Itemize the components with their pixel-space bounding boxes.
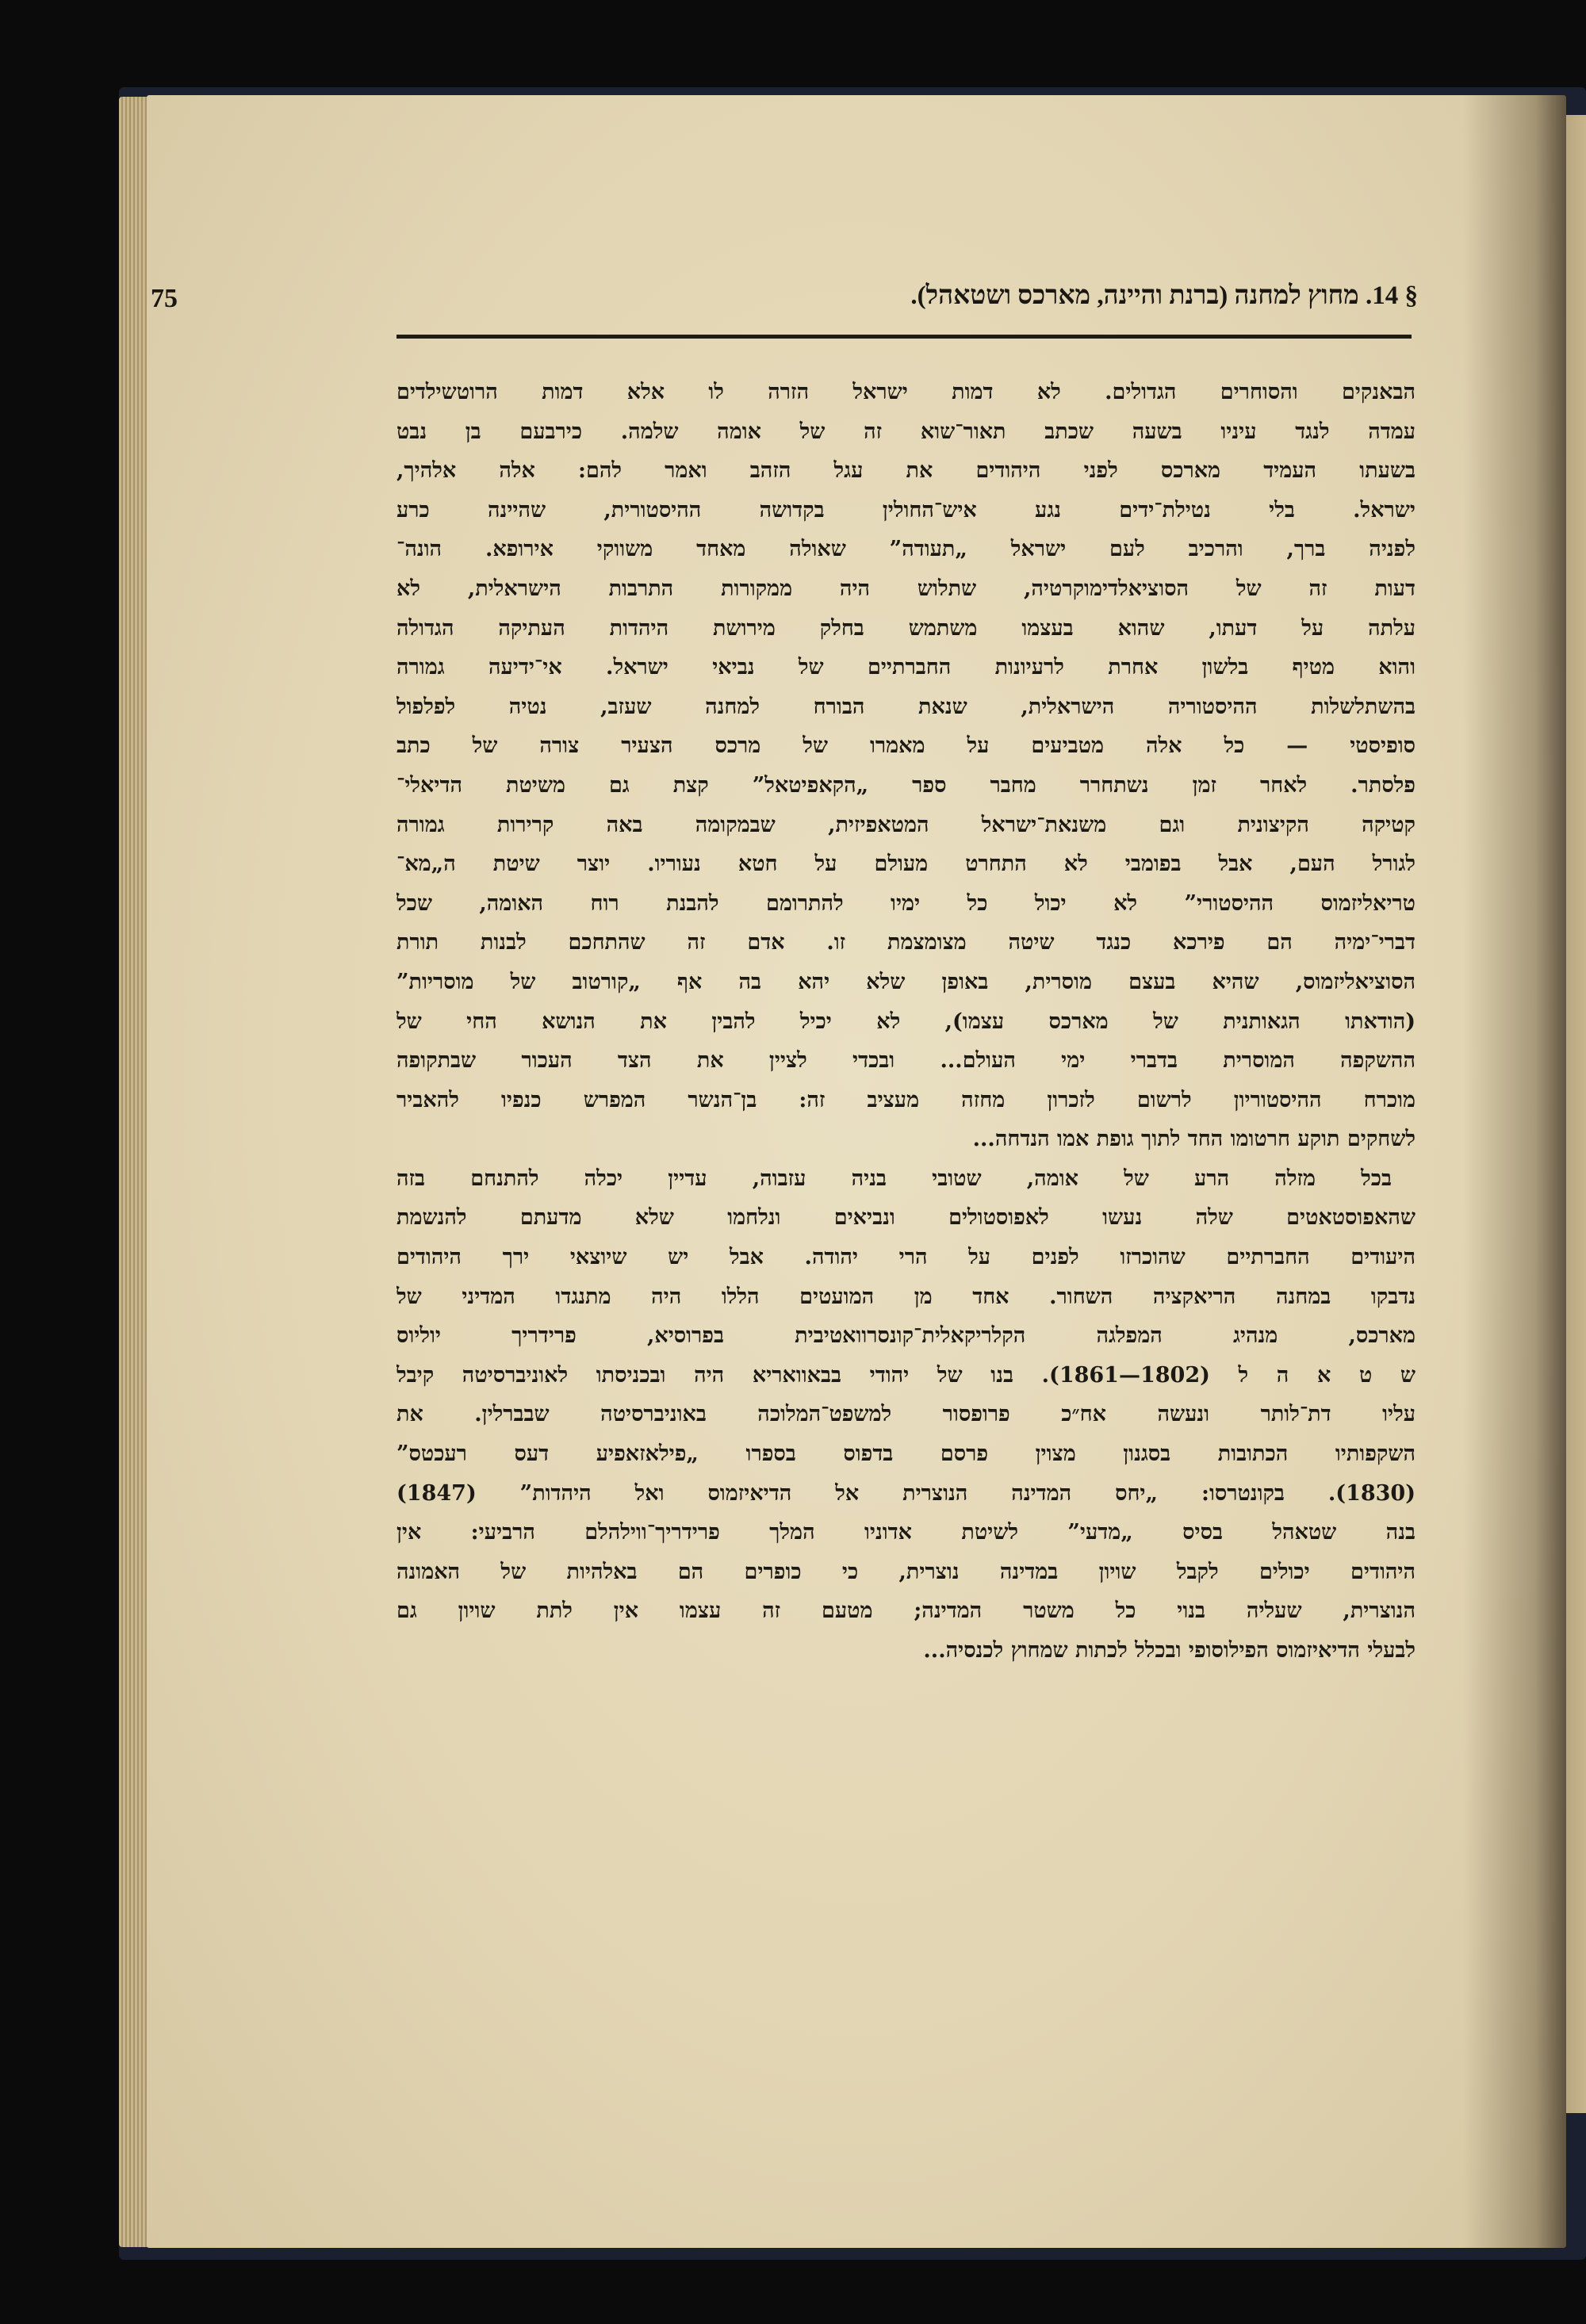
text-line: ההשקפה המוסרית בדברי ימי העולם... ובכדי לציין את הצד העכור שבתקופה bbox=[396, 1048, 1416, 1074]
text-line: עמדה לנגד עיניו בשעה שכתב תאור־שוא זה של אומה שלמה. כירבעם בן נבט bbox=[396, 419, 1416, 444]
text-line: דברי־ימיה הם פירכא כנגד שיטה מצומצמת זו. אדם זה שהתחכם לבנות תורת bbox=[396, 930, 1416, 955]
gutter-shadow bbox=[1463, 95, 1566, 2248]
text-line: ש ט א ה ל (1802—1861). בנו של יהודי בבאוואריא היה ובכניסתו לאוניברסיטה קיבל bbox=[396, 1362, 1416, 1388]
text-line: (1830). בקונטרסו: „יחס המדינה הנוצרית אל הדיאיזמוס ואל היהדות” (1847) bbox=[396, 1480, 1416, 1506]
text-line: ישראל. בלי נטילת־ידים נגע איש־החולין בקדושה ההיסטורית, שהיינה כרע bbox=[396, 497, 1416, 523]
text-line: הבאנקים והסוחרים הגדולים. לא דמות ישראל הזרה לו אלא דמות הרוטשילדים bbox=[396, 380, 1416, 404]
body-text bbox=[396, 373, 1416, 1671]
text-line: בהשתלשלות ההיסטוריה הישראלית, שנאת הבורח למחנה שעזב, נטיה לפלפול bbox=[396, 694, 1416, 719]
text-line: עליו דת־לותר ונעשה אח״כ פרופסור למשפט־המלוכה באוניברסיטה שבברלין. את bbox=[396, 1402, 1416, 1427]
text-line: לפניה ברך, והרכיב לעם ישראל „תעודה” שאולה מאחד משווקי אירופא. הונה־ bbox=[396, 537, 1416, 562]
text-line: בשעתו העמיד מארכס לפני היהודים את עגל הזהב ואמר להם: אלה אלהיך, bbox=[396, 458, 1416, 484]
text-line: לבעלי הדיאיזמוס הפילוסופי ובכלל לכתות שמחוץ לכנסיה... bbox=[923, 1638, 1416, 1663]
text-line: לשחקים תוקע חרטומו החד לתוך גופת אמו הנדחה... bbox=[972, 1127, 1416, 1152]
text-line: בכל מזלה הרע של אומה, שטובי בניה עזבוה, עדיין יכלה להתנחם בזה bbox=[396, 1166, 1392, 1191]
page-number: 75 bbox=[151, 284, 178, 313]
text-line: היעודים החברתיים שהוכרזו לפנים על הרי יהודה. אבל יש שיוצאי ירך היהודים bbox=[396, 1245, 1416, 1270]
text-line: והוא מטיף בלשון אחרת לרעיונות החברתיים של נביאי ישראל. אי־ידיעה גמורה bbox=[396, 655, 1416, 680]
text-line: עלתה על דעתו, שהוא בעצמו משתמש בחלק מירושת היהדות העתיקה הגדולה bbox=[396, 615, 1416, 641]
text-line: היהודים יכולים לקבל שויון במדינה נוצרית, כי כופרים הם באלהיות של האמונה bbox=[396, 1559, 1416, 1584]
text-line: סופיסטי — כל אלה מטביעים על מאמרו של מרכס הצעיר צורה של כתב bbox=[396, 733, 1416, 759]
text-line: הסוציאליזמוס, שהיא בעצם מוסרית, באופן שלא יהא בה אף „קורטוב של מוסריות” bbox=[396, 969, 1416, 994]
text-line: בנה שטאהל בסיס „מדעי” לשיטת אדוניו המלך פרידריך־ווילהלם הרביעי: אין bbox=[396, 1520, 1416, 1545]
text-line: דעות זה של הסוציאלדימוקרטיה, שתלוש היה ממקורות התרבות הישראלית, לא bbox=[396, 576, 1416, 601]
text-line: שהאפוסטאטים שלה נעשו לאפוסטולים ונביאים ונלחמו שלא מדעתם להנשמת bbox=[396, 1205, 1416, 1231]
header-rule bbox=[396, 335, 1412, 339]
text-line: לגורל העם, אבל בפומבי לא התחרט מעולם על חטא נעוריו. יוצר שיטת ה„מא־ bbox=[396, 852, 1416, 877]
text-line: נדבקו במחנה הריאקציה השחור. אחד מן המועטים הללו היה מתנגדו המדיני של bbox=[396, 1284, 1416, 1309]
text-line: הנוצרית, שעליה בנוי כל משטר המדינה; מטעם זה עצמו אין לתת שויון גם bbox=[396, 1598, 1416, 1624]
page-header bbox=[252, 281, 1418, 329]
running-head: § 14. מחוץ למחנה (ברנת והיינה, מארכס ושטאהל). bbox=[910, 281, 1418, 310]
text-line: השקפותיו הכתובות בסגנון מצוין פרסם בדפוס בספרו „פילאזאפיע דעס רעכטס” bbox=[396, 1441, 1416, 1467]
text-line: מארכס, מנהיג המפלגה הקלריקאלית־קונסרוואטיבית בפרוסיא, פרידריך יוליוס bbox=[396, 1323, 1416, 1349]
text-line: מוכרח ההיסטוריון לרשום לזכרון מחזה מעציב זה: בן־הנשר המפרש כנפיו להאביר bbox=[396, 1087, 1416, 1112]
text-line: קטיקה הקיצונית וגם משנאת־ישראל המטאפיזית, שבמקומה באה קרירות גמורה bbox=[396, 812, 1416, 837]
text-line: טריאליזמוס ההיסטורי” לא יכול כל ימיו להתרומם להבנת רוח האומה, שכל bbox=[396, 890, 1416, 916]
text-line: פלסתר. לאחר זמן נשתחרר מחבר ספר „הקאפיטאל” קצת גם משיטת הדיאלי־ bbox=[396, 772, 1416, 798]
text-line: (הודאתו הגאותנית של מארכס עצמו), לא יכיל להבין את הנושא החי של bbox=[396, 1009, 1416, 1034]
